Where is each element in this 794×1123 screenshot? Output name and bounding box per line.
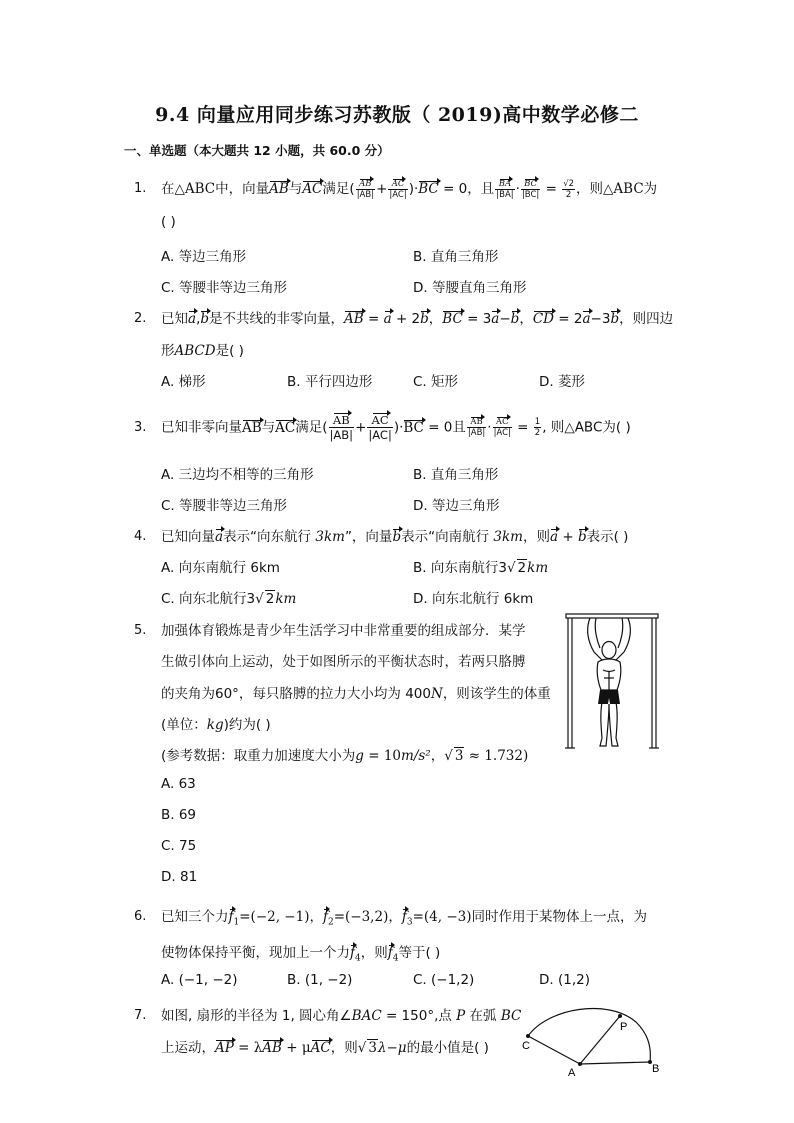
q5-option-d: D. 81 <box>161 869 198 885</box>
q5-number: 5. <box>134 623 147 638</box>
q2-option-b: B. 平行四边形 <box>287 374 373 390</box>
label-p: P <box>620 1021 628 1033</box>
q3-stem: 已知非零向量AB与AC满足( $\frac{AB}{|AB|}$ + $\frac{AC}{|AC|}$ )·BC = 0且 $\frac{AB}{|AB|}$ · $\frac{AC}{|AC|}$ = $\frac{1}{2}$ , 则△ABC为( ) <box>161 413 631 442</box>
q7-line-2: 上运动，AP = λAB + μAC，则√ 3λ−μ的最小值是( ) <box>161 1040 489 1056</box>
q1-option-c: C. 等腰非等边三角形 <box>161 280 288 296</box>
q5-option-a: A. 63 <box>161 776 196 792</box>
q4-option-a: A. 向东南航行 6km <box>161 560 280 576</box>
q1-option-a: A. 等边三角形 <box>161 249 247 265</box>
q3-number: 3. <box>134 420 147 435</box>
point-c <box>526 1034 530 1038</box>
q6-option-a: A. (−1, −2) <box>161 972 238 988</box>
sector-figure <box>518 1000 668 1078</box>
q4-number: 4. <box>134 529 147 544</box>
q2-option-d: D. 菱形 <box>539 374 585 390</box>
q6-option-d: D. (1,2) <box>539 972 590 988</box>
q4-stem: 已知向量a表示“向东航行 3km”，向量b表示“向南航行 3km，则a + b表示( ) <box>161 529 629 545</box>
q3-option-a: A. 三边均不相等的三角形 <box>161 467 314 483</box>
q4-option-b: B. 向东南航行3√ 2km <box>413 560 549 576</box>
q5-line-2: 生做引体向上运动，处于如图所示的平衡状态时，若两只胳膊 <box>161 654 526 670</box>
q3-option-c: C. 等腰非等边三角形 <box>161 498 288 514</box>
q4-option-d: D. 向东北航行 6km <box>413 591 534 607</box>
label-c: C <box>522 1040 530 1052</box>
label-b: B <box>652 1063 660 1075</box>
pull-up-figure <box>556 608 662 754</box>
q2-stem: 已知a,b是不共线的非零向量，AB = a + 2b，BC = 3a−b，CD = 2a−3b，则四边 <box>161 311 674 327</box>
q6-number: 6. <box>134 909 147 924</box>
q5-option-c: C. 75 <box>161 838 197 854</box>
q6-stem-cont: 使物体保持平衡，现加上一个力$f_4$，则$f_4$等于( ) <box>161 945 441 964</box>
q6-option-c: C. (−1,2) <box>413 972 475 988</box>
q4-option-c: C. 向东北航行3√ 2km <box>161 591 297 607</box>
q2-stem-cont: 形ABCD是( ) <box>161 343 244 359</box>
q7-line-1: 如图, 扇形的半径为 1, 圆心角∠BAC = 150°,点 P 在弧 BC <box>161 1008 522 1024</box>
q2-number: 2. <box>134 311 147 326</box>
point-p <box>618 1014 622 1018</box>
q1-stem: 在△ABC中，向量AB与AC满足( $\frac{AB}{|AB|}$ + $\frac{AC}{|AC|}$ )·BC = 0，且 $\frac{BA}{|BA|}$ · $\frac{BC}{|BC|}$ = $\frac{√2}{2}$ ，则△ABC为 <box>161 178 658 200</box>
shorts-shape <box>598 690 620 704</box>
label-a: A <box>568 1067 576 1078</box>
arc-bc <box>528 1008 650 1062</box>
q5-option-b: B. 69 <box>161 807 197 823</box>
q2-option-c: C. 矩形 <box>413 374 459 390</box>
radius-ab <box>580 1062 650 1064</box>
q6-stem: 已知三个力$f_1=(-2$, −1)，$f_2=(-3,2)$，$f_3=(4$, −3)同时作用于某物体上一点，为 <box>161 909 647 928</box>
q6-option-b: B. (1, −2) <box>287 972 353 988</box>
radius-ac <box>528 1036 580 1064</box>
q1-number: 1. <box>134 181 147 196</box>
q1-option-b: B. 直角三角形 <box>413 249 499 265</box>
q3-option-d: D. 等边三角形 <box>413 498 500 514</box>
q5-line-5: (参考数据：取重力加速度大小为g = 10m/s²，√ 3 ≈ 1.732) <box>161 748 529 764</box>
page-title: 9.4 向量应用同步练习苏教版（ 2019)高中数学必修二 <box>155 104 639 126</box>
q3-option-b: B. 直角三角形 <box>413 467 499 483</box>
q5-line-3: 的夹角为60°，每只胳膊的拉力大小均为 400N，则该学生的体重 <box>161 686 551 702</box>
section-heading: 一、单选题（本大题共 12 小题，共 60.0 分） <box>124 143 390 158</box>
q1-paren: ( ) <box>161 214 176 230</box>
q5-line-1: 加强体育锻炼是青少年生活学习中非常重要的组成部分．某学 <box>161 623 526 639</box>
q2-option-a: A. 梯形 <box>161 374 206 390</box>
segment-ap <box>580 1016 620 1064</box>
q1-option-d: D. 等腰直角三角形 <box>413 280 527 296</box>
q5-line-4: (单位：kg)约为( ) <box>161 717 271 733</box>
q7-number: 7. <box>134 1008 147 1023</box>
point-a <box>578 1062 582 1066</box>
